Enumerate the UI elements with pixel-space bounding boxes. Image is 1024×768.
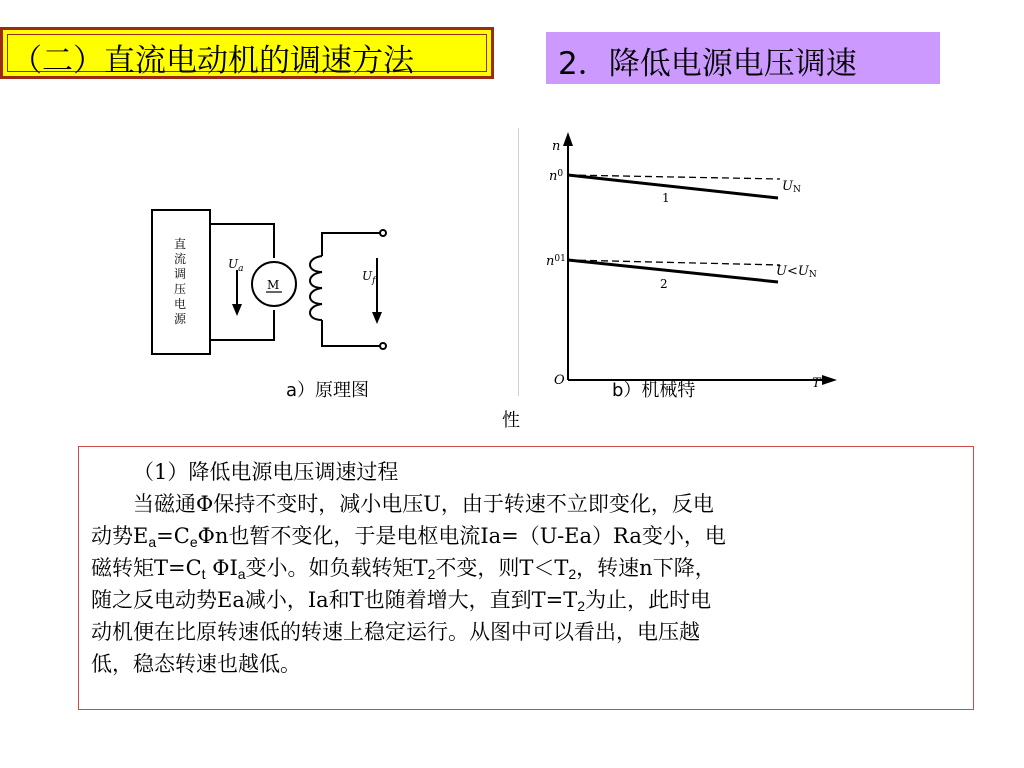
origin-label: O — [554, 373, 565, 388]
ua-label: U — [228, 257, 239, 271]
motor-label: M — [267, 278, 280, 292]
curve-2-name-sub: N — [808, 270, 817, 280]
explanation-line-5: 动机便在比原转速低的转速上稳定运行。从图中可以看出，电压越 — [91, 620, 700, 644]
terminal-top — [380, 230, 386, 236]
explanation-line-6: 低，稳态转速也越低。 — [91, 652, 301, 676]
slide-subtitle: 2．降低电源电压调速 — [558, 46, 857, 82]
subtitle-box — [546, 32, 940, 84]
figure-divider — [518, 128, 519, 396]
circuit-diagram — [140, 200, 400, 365]
uf-label: U — [362, 269, 373, 283]
explanation-heading: （1）降低电源电压调速过程 — [133, 460, 399, 484]
uf-sub: f — [372, 276, 376, 286]
source-char-5: 电 — [174, 297, 187, 311]
caption-a: a）原理图 — [286, 380, 370, 401]
terminal-bottom — [380, 343, 386, 349]
n0-label: n — [549, 169, 558, 184]
y-axis-arrowhead — [563, 132, 573, 146]
curve-1-label: 1 — [662, 191, 670, 205]
curve-2-name: U<U — [776, 264, 809, 279]
caption-b-part2: 性 — [502, 410, 520, 431]
explanation-line-4: 随之反电动势Ea减小，Ia和T也随着增大，直到$T=T_2$为止，此时电 — [91, 588, 712, 614]
curve-2-line — [568, 260, 778, 282]
svg-text:n0 — [549, 169, 563, 184]
caption-b-part1: b）机械特 — [612, 380, 696, 401]
source-char-1: 直 — [174, 237, 187, 251]
source-char-4: 压 — [174, 282, 187, 296]
svg-text:Uf — [362, 269, 377, 286]
explanation-line-2: 动势$E_a=C_e\Phi n$也暂不变化，于是电枢电流Ia=（U-Ea）Ra变小，电 — [91, 524, 726, 550]
n01-sub: 01 — [554, 254, 566, 264]
curve-2-label: 2 — [660, 277, 668, 291]
ua-sub: a — [238, 264, 244, 274]
svg-text:U<UN — [776, 264, 817, 280]
explanation-box — [78, 446, 974, 710]
x-axis-arrowhead — [822, 375, 837, 385]
slide-title-box — [0, 27, 494, 79]
field-coil — [310, 256, 322, 320]
curve-1-name-sub: N — [792, 185, 801, 195]
slide-title: （二）直流电动机的调速方法 — [11, 43, 414, 79]
source-char-3: 调 — [174, 267, 187, 281]
explanation-line-3: 磁转矩$T=C_t$ $\Phi I_a$变小。如负载转矩$T_2$不变，则$T<T_2$，转速n下降， — [91, 556, 716, 582]
mechanical-characteristic-plot — [540, 128, 840, 398]
source-char-2: 流 — [174, 252, 187, 266]
source-char-6: 源 — [174, 312, 187, 326]
curve-1-name: U — [782, 179, 793, 194]
n0-sub: 0 — [557, 169, 564, 179]
svg-text:n01 — [546, 254, 566, 269]
svg-text:UN — [782, 179, 801, 195]
explanation-line-1: 当磁通Φ保持不变时，减小电压U，由于转速不立即变化，反电 — [133, 492, 714, 516]
n01-label: n — [546, 254, 555, 269]
x-axis-label: T — [812, 376, 821, 391]
svg-text:Ua — [228, 257, 244, 274]
field-wire — [322, 233, 380, 346]
y-axis-label: n — [552, 139, 561, 154]
